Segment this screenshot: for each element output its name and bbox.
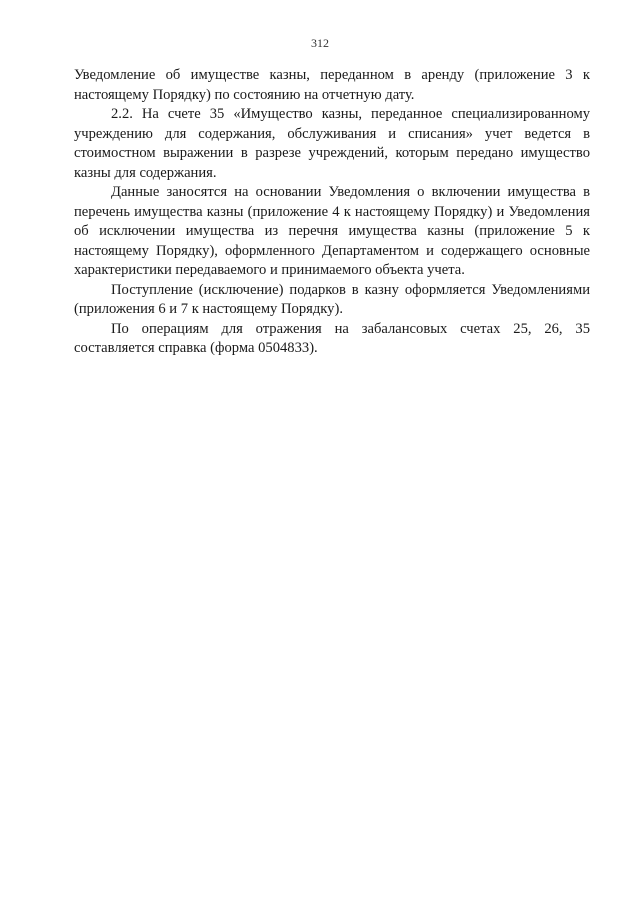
document-body bbox=[74, 66, 590, 359]
page-number: 312 bbox=[311, 36, 329, 50]
paragraph-2-2-account-35: 2.2. На счете 35 «Имущество казны, переданное специализированному учреждению для содержания, обслуживания и списания» учет ведется в стоимостном выражении в разрезе учреждений, которым передано имущество казны для содержания. bbox=[74, 106, 590, 181]
paragraph-data-entry: Данные заносятся на основании Уведомления о включении имущества в перечень имущества казны (приложение 4 к настоящему Порядку) и Уведомления об исключении имущества из перечня имущества казны (приложение 5 к настоящему Порядку), оформленного Департаментом и содержащего основные характеристики передаваемого и принимаемого объекта учета. bbox=[74, 184, 590, 278]
paragraph-off-balance-reference: По операциям для отражения на забалансовых счетах 25, 26, 35 составляется справка (форма 0504833). bbox=[74, 320, 590, 356]
paragraph-gifts: Поступление (исключение) подарков в казну оформляется Уведомлениями (приложения 6 и 7 к настоящему Порядку). bbox=[74, 281, 590, 317]
paragraph-notice-continuation: Уведомление об имуществе казны, переданном в аренду (приложение 3 к настоящему Порядку) по состоянию на отчетную дату. bbox=[74, 67, 590, 103]
